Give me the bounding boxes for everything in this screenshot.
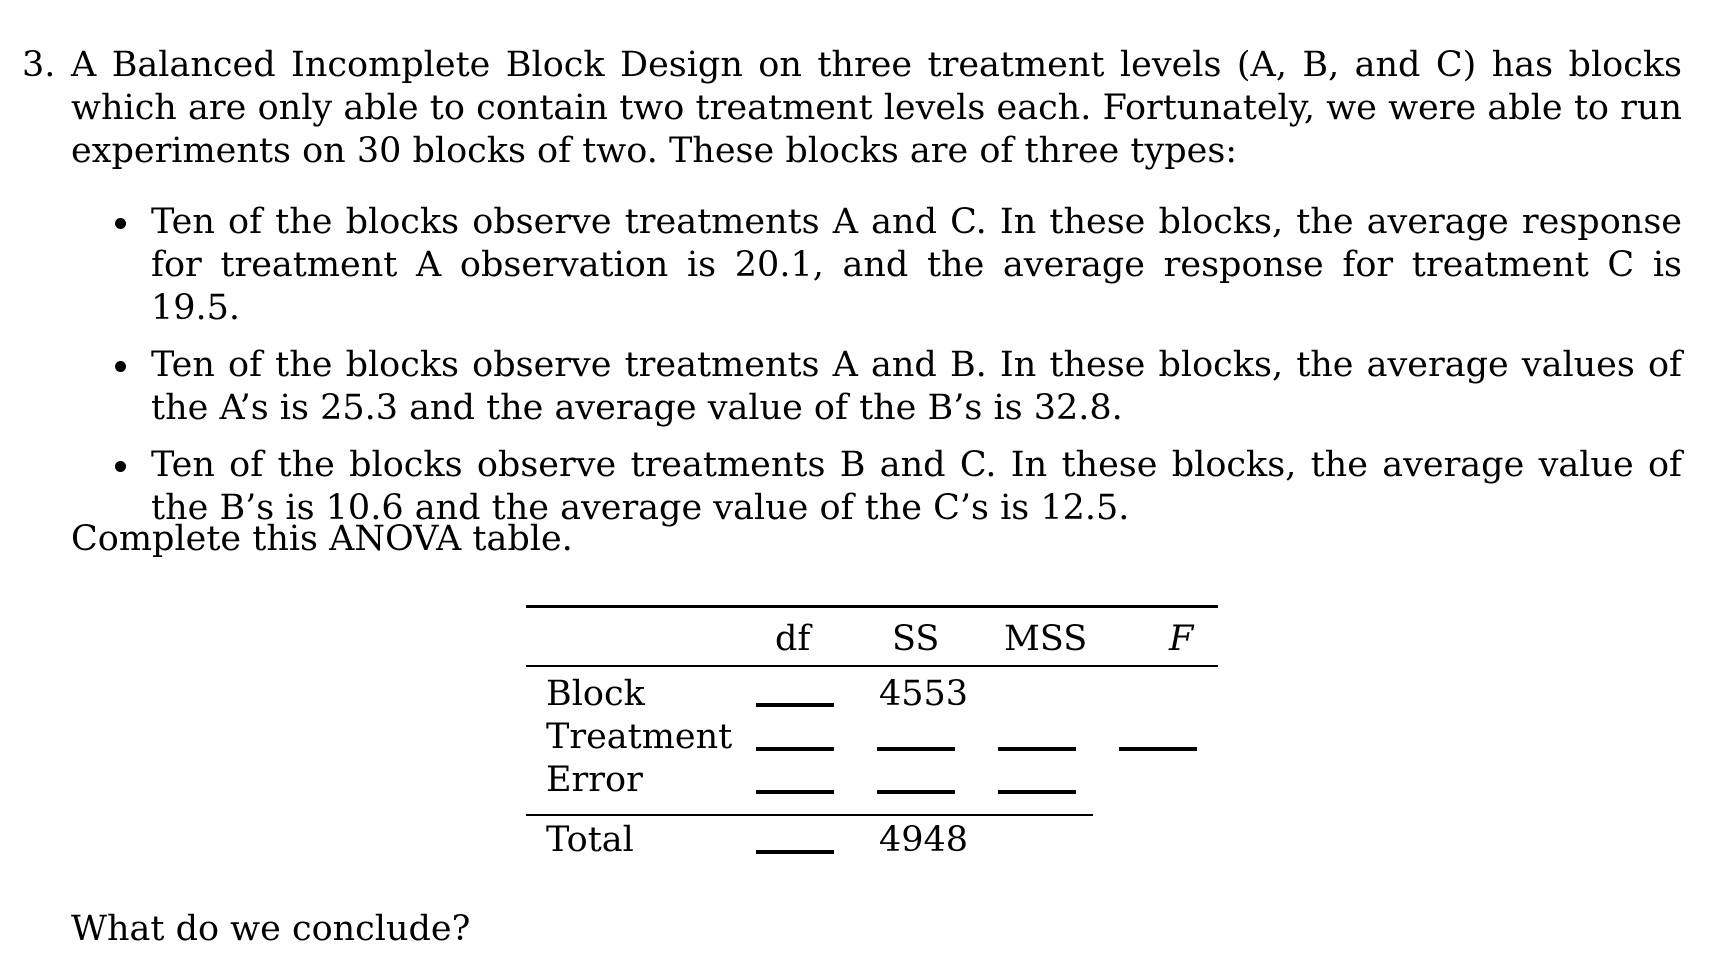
block-type-text: Ten of the blocks observe treatments A and C. In these blocks, the average response for treatment A observation is 20.1, and the average response for treatment C is 19.5. <box>151 202 1682 328</box>
header-mss: MSS <box>1004 619 1088 659</box>
header-f: F <box>1169 619 1194 659</box>
bullet-icon <box>115 361 126 372</box>
table-total-rule <box>526 814 1093 816</box>
row-label-block: Block <box>546 674 645 714</box>
block-type-list <box>71 201 1682 530</box>
list-item <box>151 201 1682 330</box>
blank-total-df[interactable] <box>756 850 834 854</box>
table-top-rule <box>526 605 1218 608</box>
list-item <box>151 344 1682 430</box>
header-ss: SS <box>892 619 940 659</box>
anova-table <box>526 605 1218 865</box>
block-ss-value: 4553 <box>879 674 969 714</box>
blank-treatment-ss[interactable] <box>877 747 955 751</box>
blank-treatment-mss[interactable] <box>998 747 1076 751</box>
conclusion-question: What do we conclude? <box>71 909 471 949</box>
blank-treatment-f[interactable] <box>1119 747 1197 751</box>
total-ss-value: 4948 <box>879 820 969 860</box>
bullet-icon <box>115 218 126 229</box>
row-label-total: Total <box>546 820 634 860</box>
bullet-icon <box>115 461 126 472</box>
blank-error-df[interactable] <box>756 790 834 794</box>
table-prompt: Complete this ANOVA table. <box>71 519 573 559</box>
blank-error-mss[interactable] <box>998 790 1076 794</box>
table-header-rule <box>526 665 1218 667</box>
problem-intro: A Balanced Incomplete Block Design on three treatment levels (A, B, and C) has blocks which are only able to contain two treatment levels each. Fortunately, we were able to run experiments on 30 blocks of two. These blocks are of three types: <box>71 45 1682 171</box>
blank-treatment-df[interactable] <box>756 747 834 751</box>
problem-number: 3. <box>22 45 56 85</box>
header-df: df <box>775 619 811 659</box>
problem-body <box>71 44 1682 530</box>
blank-error-ss[interactable] <box>877 790 955 794</box>
row-label-error: Error <box>546 760 643 800</box>
block-type-text: Ten of the blocks observe treatments B and C. In these blocks, the average value of the B’s is 10.6 and the average value of the C’s is 12.5. <box>151 445 1682 528</box>
problem-3 <box>22 44 1682 544</box>
block-type-text: Ten of the blocks observe treatments A and B. In these blocks, the average values of the A’s is 25.3 and the average value of the B’s is 32.8. <box>151 345 1682 428</box>
blank-block-df[interactable] <box>756 703 834 707</box>
row-label-treatment: Treatment <box>546 717 733 757</box>
